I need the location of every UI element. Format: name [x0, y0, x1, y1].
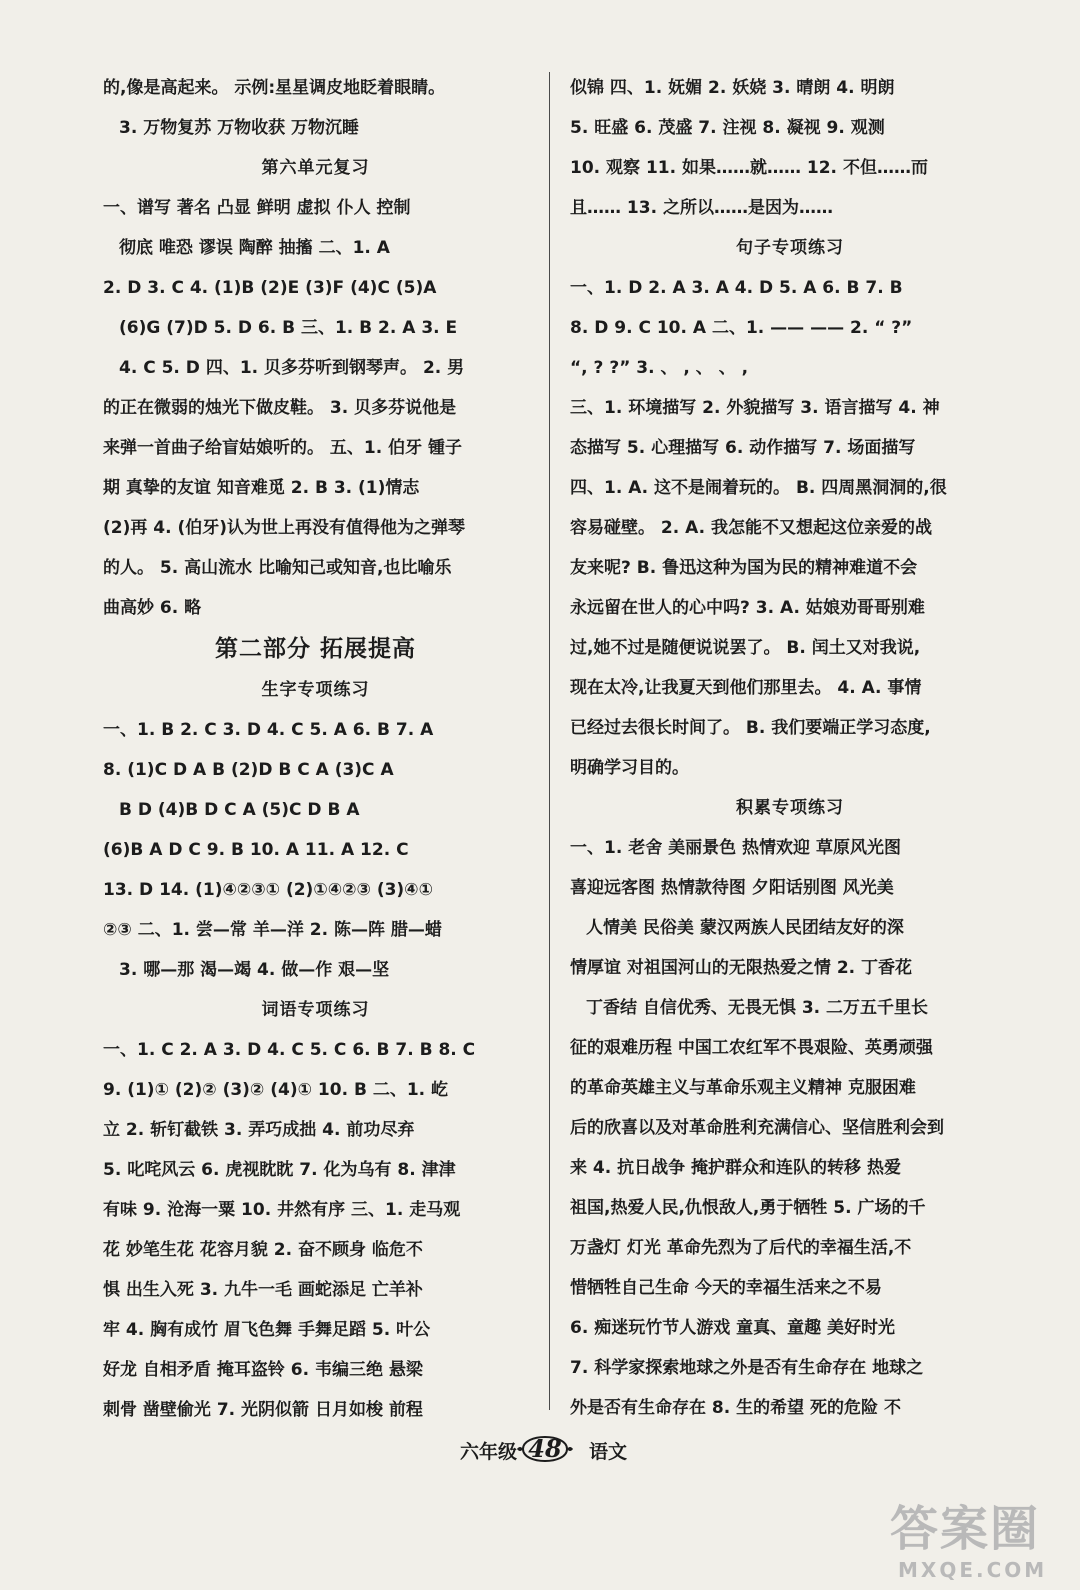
right-answer-line: 征的艰难历程 中国工农红军不畏艰险、英勇顽强	[570, 1038, 933, 1058]
right-answer-line: 来 4. 抗日战争 掩护群众和连队的转移 热爱	[570, 1158, 901, 1178]
right-answer-line: 似锦 四、1. 妩媚 2. 妖娆 3. 晴朗 4. 明朗	[570, 78, 895, 98]
left-answer-line: B D (4)B D C A (5)C D B A	[119, 800, 360, 820]
right-answer-line: 的革命英雄主义与革命乐观主义精神 克服困难	[570, 1078, 916, 1098]
right-answer-line: 永远留在世人的心中吗? 3. A. 姑娘劝哥哥别难	[570, 598, 925, 618]
left-answer-line: 8. (1)C D A B (2)D B C A (3)C A	[103, 760, 394, 780]
right-answer-line: 情厚谊 对祖国河山的无限热爱之情 2. 丁香花	[570, 958, 913, 978]
right-answer-line: 三、1. 环境描写 2. 外貌描写 3. 语言描写 4. 神	[570, 398, 940, 418]
right-answer-line: 8. D 9. C 10. A 二、1. —— —— 2. “ ?”	[570, 318, 913, 338]
right-answer-line: 现在太冷,让我夏天到他们那里去。 4. A. 事情	[570, 678, 922, 698]
right-answer-line: 过,她不过是随便说说罢了。 B. 闰土又对我说,	[570, 638, 921, 658]
right-answer-line: 喜迎远客图 热情款待图 夕阳话别图 风光美	[570, 878, 894, 898]
left-answer-line: 好龙 自相矛盾 掩耳盗铃 6. 韦编三绝 悬梁	[103, 1360, 423, 1380]
left-answer-line: 来弹一首曲子给盲姑娘听的。 五、1. 伯牙 锺子	[103, 438, 463, 458]
watermark-logo: 答案圈	[890, 1501, 1041, 1557]
left-section-heading: 生字专项练习	[261, 680, 370, 700]
left-answer-line: 4. C 5. D 四、1. 贝多芬听到钢琴声。 2. 男	[119, 358, 465, 378]
right-answer-line: 祖国,热爱人民,仇恨敌人,勇于牺牲 5. 广场的千	[570, 1198, 926, 1218]
right-section-heading: 积累专项练习	[736, 798, 844, 818]
right-answer-line: 友来呢? B. 鲁迅这种为国为民的精神难道不会	[570, 558, 918, 578]
right-column	[570, 68, 1010, 1428]
left-answer-line: 刺骨 凿壁偷光 7. 光阴似箭 日月如梭 前程	[103, 1400, 423, 1420]
right-answer-line: 已经过去很长时间了。 B. 我们要端正学习态度,	[570, 718, 931, 738]
footer-grade: 六年级	[460, 1441, 518, 1463]
left-answer-line: 一、1. B 2. C 3. D 4. C 5. A 6. B 7. A	[103, 720, 434, 740]
right-answer-line: 容易碰壁。 2. A. 我怎能不又想起这位亲爱的战	[570, 518, 932, 538]
left-answer-line: 的人。 5. 高山流水 比喻知己或知音,也比喻乐	[103, 558, 452, 578]
left-answer-line: 3. 哪—那 渴—竭 4. 做—作 艰—坚	[119, 960, 390, 980]
left-answer-line: 花 妙笔生花 花容月貌 2. 奋不顾身 临危不	[103, 1240, 423, 1260]
left-answer-line: (6)G (7)D 5. D 6. B 三、1. B 2. A 3. E	[119, 318, 458, 338]
page-footer	[0, 1425, 1080, 1475]
left-answer-line: 的正在微弱的烛光下做皮鞋。 3. 贝多芬说他是	[103, 398, 457, 418]
left-section-heading: 词语专项练习	[261, 1000, 370, 1020]
left-answer-line: 有味 9. 沧海一粟 10. 井然有序 三、1. 走马观	[103, 1200, 461, 1220]
left-answer-line: 2. D 3. C 4. (1)B (2)E (3)F (4)C (5)A	[103, 278, 437, 298]
left-answer-line: 惧 出生入死 3. 九牛一毛 画蛇添足 亡羊补	[103, 1280, 423, 1300]
left-answer-line: 5. 叱咤风云 6. 虎视眈眈 7. 化为乌有 8. 津津	[103, 1160, 456, 1180]
left-answer-line: 期 真挚的友谊 知音难觅 2. B 3. (1)情志	[103, 478, 420, 498]
left-answer-line: ②③ 二、1. 尝—常 羊—洋 2. 陈—阵 腊—蜡	[103, 920, 442, 940]
left-section-heading: 第二部分 拓展提高	[214, 636, 416, 662]
right-answer-line: 一、1. D 2. A 3. A 4. D 5. A 6. B 7. B	[570, 278, 903, 298]
right-answer-line: 一、1. 老舍 美丽景色 热情欢迎 草原风光图	[570, 838, 901, 858]
left-section-heading: 第六单元复习	[261, 158, 370, 178]
right-answer-line: 惜牺牲自己生命 今天的幸福生活来之不易	[570, 1278, 882, 1298]
right-answer-line: 外是否有生命存在 8. 生的希望 死的危险 不	[570, 1398, 901, 1418]
left-answer-line: 3. 万物复苏 万物收获 万物沉睡	[119, 118, 360, 138]
watermark-url: MXQE.COM	[898, 1558, 1048, 1582]
footer-subject: 语文	[589, 1441, 628, 1463]
left-answer-line: 一、1. C 2. A 3. D 4. C 5. C 6. B 7. B 8. C	[103, 1040, 476, 1060]
right-answer-line: 5. 旺盛 6. 茂盛 7. 注视 8. 凝视 9. 观测	[570, 118, 885, 138]
page-number-badge	[515, 1425, 575, 1473]
left-answer-line: 一、谱写 著名 凸显 鲜明 虚拟 仆人 控制	[103, 198, 411, 218]
right-answer-line: 人情美 民俗美 蒙汉两族人民团结友好的深	[586, 918, 904, 938]
right-answer-line: 后的欣喜以及对革命胜利充满信心、坚信胜利会到	[570, 1118, 944, 1138]
left-answer-line: (2)再 4. (伯牙)认为世上再没有值得他为之弹琴	[103, 518, 466, 538]
left-answer-line: 的,像是高起来。 示例:星星调皮地眨着眼睛。	[103, 78, 446, 98]
right-answer-line: 10. 观察 11. 如果……就…… 12. 不但……而	[570, 158, 928, 178]
right-answer-line: 四、1. A. 这不是闹着玩的。 B. 四周黑洞洞的,很	[570, 478, 947, 498]
left-answer-line: 牢 4. 胸有成竹 眉飞色舞 手舞足蹈 5. 叶公	[103, 1320, 431, 1340]
left-answer-line: 曲高妙 6. 略	[103, 598, 202, 618]
left-answer-line: (6)B A D C 9. B 10. A 11. A 12. C	[103, 840, 409, 860]
left-answer-line: 立 2. 斩钉截铁 3. 弄巧成拙 4. 前功尽弃	[103, 1120, 415, 1140]
right-answer-line: 丁香结 自信优秀、无畏无惧 3. 二万五千里长	[586, 998, 929, 1018]
right-answer-line: 且…… 13. 之所以……是因为……	[570, 198, 833, 218]
page-number: 48	[528, 1434, 562, 1463]
left-column	[103, 68, 528, 1430]
right-answer-line: 7. 科学家探索地球之外是否有生命存在 地球之	[570, 1358, 924, 1378]
right-answer-line: 态描写 5. 心理描写 6. 动作描写 7. 场面描写	[570, 438, 916, 458]
site-watermark	[890, 1500, 1075, 1585]
right-answer-line: 明确学习目的。	[570, 758, 689, 778]
right-answer-line: “, ? ?” 3. 、 , 、 、 ,	[570, 358, 749, 378]
column-divider	[549, 72, 550, 1410]
right-answer-line: 万盏灯 灯光 革命先烈为了后代的幸福生活,不	[570, 1238, 912, 1258]
left-answer-line: 彻底 唯恐 谬误 陶醉 抽搐 二、1. A	[119, 238, 390, 258]
right-section-heading: 句子专项练习	[736, 238, 844, 258]
left-answer-line: 9. (1)① (2)② (3)② (4)① 10. B 二、1. 屹	[103, 1080, 449, 1100]
left-answer-line: 13. D 14. (1)④②③① (2)①④②③ (3)④①	[103, 880, 433, 900]
right-answer-line: 6. 痴迷玩竹节人游戏 童真、童趣 美好时光	[570, 1318, 896, 1338]
